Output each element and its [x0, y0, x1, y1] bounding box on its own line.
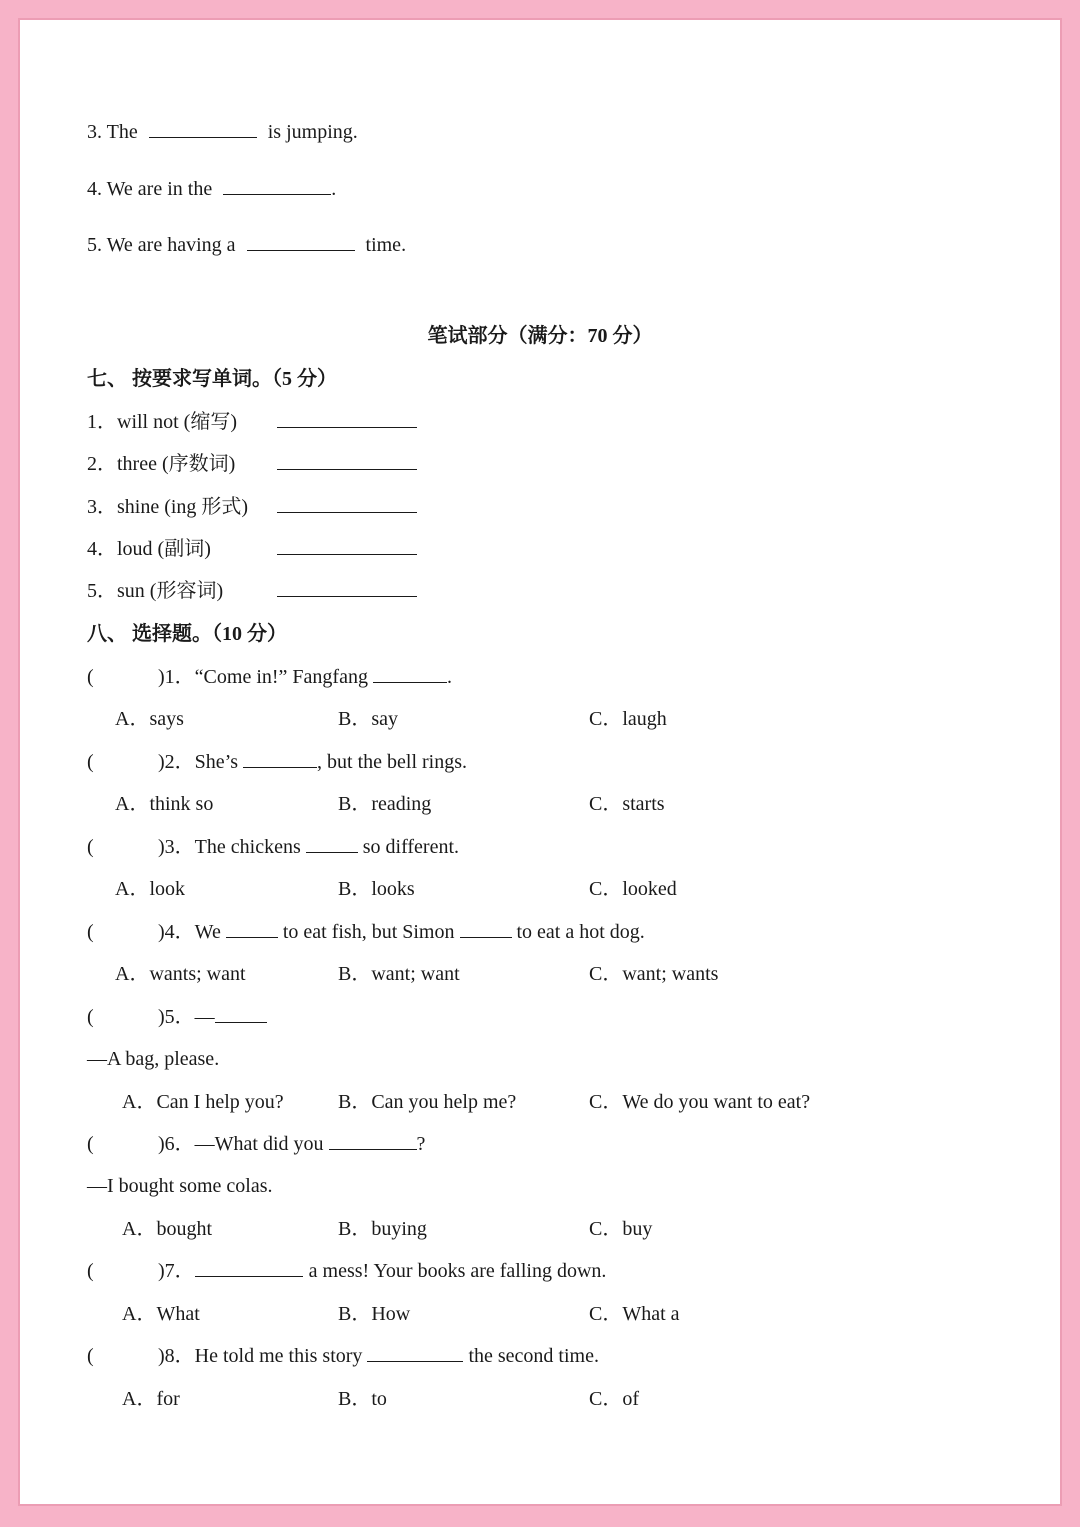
option-c: C．laugh	[589, 708, 667, 730]
answer-blank	[460, 919, 512, 938]
question-3: )3．The chickens so different.	[158, 836, 460, 858]
answer-paren: (	[87, 1345, 94, 1367]
question-2: )2．She’s , but the bell rings.	[158, 751, 467, 773]
section7-heading: 七、 按要求写单词。（5 分）	[87, 368, 337, 390]
word-item: 2．three (序数词)	[87, 451, 417, 477]
option-b: B．to	[338, 1388, 387, 1410]
answer-blank	[277, 409, 417, 428]
option-b: B．How	[338, 1303, 411, 1325]
answer-blank	[306, 834, 358, 853]
section8-heading: 八、 选择题。（10 分）	[87, 623, 287, 645]
option-a: A．for	[122, 1388, 180, 1410]
answer-paren: (	[87, 836, 94, 858]
answer-paren: (	[87, 921, 94, 943]
answer-blank	[329, 1131, 417, 1150]
option-a: A．What	[122, 1303, 200, 1325]
answer-blank	[223, 176, 331, 195]
question-4: )4．We to eat fish, but Simon to eat a hot dog.	[158, 921, 645, 943]
answer-blank	[195, 1258, 303, 1277]
question-6: )6．—What did you ?	[158, 1133, 426, 1155]
option-b: B．say	[338, 708, 398, 730]
dialogue-answer: —I bought some colas.	[87, 1175, 273, 1197]
word-item: 1．will not (缩写)	[87, 409, 417, 435]
option-a: A．wants; want	[115, 963, 246, 985]
answer-blank	[277, 578, 417, 597]
answer-blank	[247, 232, 355, 251]
option-c: C．buy	[589, 1218, 653, 1240]
word-item: 5．sun (形容词)	[87, 578, 417, 604]
option-b: B．buying	[338, 1218, 427, 1240]
option-b: B．looks	[338, 878, 415, 900]
fill-item-3: 3. The is jumping.	[87, 121, 358, 143]
answer-blank	[277, 451, 417, 470]
answer-blank	[243, 749, 317, 768]
option-c: C．of	[589, 1388, 639, 1410]
word-item: 4．loud (副词)	[87, 536, 417, 562]
option-b: B．reading	[338, 793, 432, 815]
option-a: A．think so	[115, 793, 214, 815]
word-item: 3．shine (ing 形式)	[87, 494, 417, 520]
option-a: A．look	[115, 878, 185, 900]
answer-paren: (	[87, 1006, 94, 1028]
answer-paren: (	[87, 666, 94, 688]
answer-blank	[277, 494, 417, 513]
option-a: A．bought	[122, 1218, 212, 1240]
answer-blank	[215, 1004, 267, 1023]
option-c: C．want; wants	[589, 963, 719, 985]
answer-paren: (	[87, 1133, 94, 1155]
answer-blank	[226, 919, 278, 938]
worksheet-page	[20, 20, 1060, 1504]
answer-blank	[149, 119, 257, 138]
option-a: A．Can I help you?	[122, 1091, 284, 1113]
question-5: )5．—	[158, 1004, 267, 1030]
option-b: B．want; want	[338, 963, 460, 985]
answer-blank	[277, 536, 417, 555]
question-1: )1．“Come in!” Fangfang .	[158, 666, 452, 688]
dialogue-answer: —A bag, please.	[87, 1048, 220, 1070]
option-c: C．We do you want to eat?	[589, 1091, 811, 1113]
answer-paren: (	[87, 751, 94, 773]
answer-blank	[373, 664, 447, 683]
option-a: A．says	[115, 708, 184, 730]
answer-blank	[367, 1343, 463, 1362]
question-7: )7． a mess! Your books are falling down.	[158, 1260, 607, 1282]
option-c: C．starts	[589, 793, 665, 815]
section-title: 笔试部分（满分：70 分）	[427, 325, 653, 347]
fill-item-5: 5. We are having a time.	[87, 234, 407, 256]
option-b: B．Can you help me?	[338, 1091, 517, 1113]
fill-item-4: 4. We are in the .	[87, 178, 337, 200]
option-c: C．looked	[589, 878, 677, 900]
answer-paren: (	[87, 1260, 94, 1282]
option-c: C．What a	[589, 1303, 680, 1325]
question-8: )8．He told me this story the second time.	[158, 1345, 599, 1367]
